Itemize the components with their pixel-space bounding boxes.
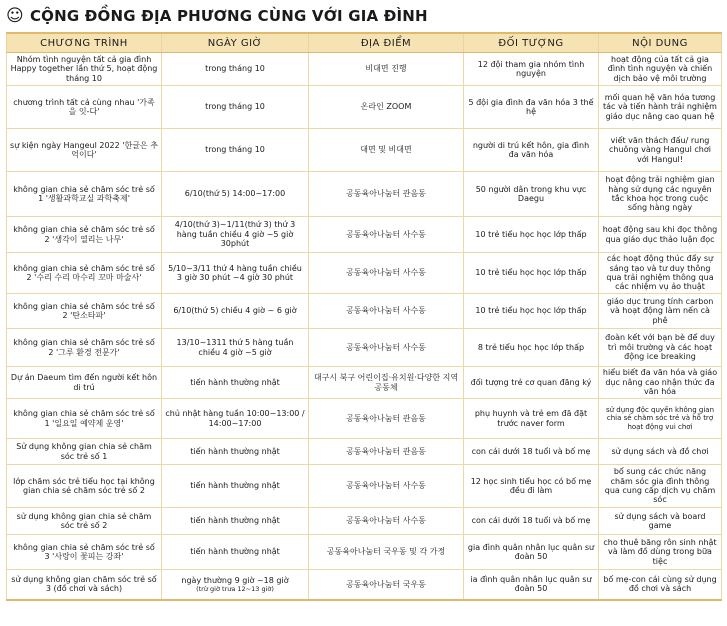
cell-program: không gian chia sẻ chăm sóc trẻ số 1 '일요일 예약제 운영' — [7, 399, 162, 439]
cell-content: bổ sung các chức năng chăm sóc gia đình thông qua cung cấp dịch vụ chăm sóc — [599, 465, 722, 508]
page-title — [6, 4, 428, 28]
table-header-row — [7, 33, 722, 53]
cell-date: 4/10(thứ 3)~1/11(thứ 3) thứ 3 hàng tuần chiều 4 giờ ~5 giờ 30phút — [162, 217, 309, 253]
cell-content: sử dụng độc quyền không gian chia sẻ chăm sóc trẻ và hỗ trợ hoạt động vui chơi — [599, 399, 722, 439]
table-row — [7, 294, 722, 329]
cell-place: 공동육아나눔터 국우동 — [309, 570, 464, 600]
cell-target: 10 trẻ tiểu học học lớp thấp — [464, 217, 599, 253]
cell-content: hoạt động sau khi đọc thông qua giáo dục thảo luận đọc — [599, 217, 722, 253]
cell-target: con cái dưới 18 tuổi và bố mẹ — [464, 439, 599, 465]
cell-content: bố mẹ-con cái cùng sử dụng đồ chơi và sách — [599, 570, 722, 600]
cell-program: không gian chia sẻ chăm sóc trẻ số 2 '탄소타파' — [7, 294, 162, 329]
cell-place: 대면 및 비대면 — [309, 129, 464, 172]
table-row — [7, 465, 722, 508]
cell-content: hoạt động trải nghiệm gian hàng sử dụng các nguyên tắc khoa học trong cuộc sống hàng ngày — [599, 172, 722, 217]
page-title-text: CỘNG ĐỒNG ĐỊA PHƯƠNG CÙNG VỚI GIA ĐÌNH — [29, 7, 428, 25]
cell-place: 공동육아나눔터 관음동 — [309, 172, 464, 217]
cell-place: 공동육아나눔터 사수동 — [309, 329, 464, 367]
table-row — [7, 535, 722, 570]
cell-place: 대구시 북구 어린이집·유치원·다양한 지역공동체 — [309, 367, 464, 399]
program-table — [6, 32, 722, 601]
cell-program: sử dụng không gian chia sẻ chăm sóc trẻ số 2 — [7, 508, 162, 535]
cell-content: sử dụng sách và đồ chơi — [599, 439, 722, 465]
cell-program: không gian chia sẻ chăm sóc trẻ số 1 '생활과학교실 과학축제' — [7, 172, 162, 217]
table-row — [7, 129, 722, 172]
cell-program: lớp chăm sóc trẻ tiểu học tại không gian chia sẻ chăm sóc trẻ số 2 — [7, 465, 162, 508]
header-date: NGÀY GIỜ — [162, 33, 309, 53]
cell-content: các hoạt động thúc đẩy sự sáng tạo và tư duy thông qua trải nghiệm thông qua các nhiệm vụ ảo thuật — [599, 253, 722, 294]
cell-program: sử dụng không gian chăm sóc trẻ số 3 (đồ chơi và sách) — [7, 570, 162, 600]
cell-target: 12 học sinh tiểu học có bố mẹ đều đi làm — [464, 465, 599, 508]
cell-date: trong tháng 10 — [162, 53, 309, 86]
cell-target: 10 trẻ tiểu học học lớp thấp — [464, 253, 599, 294]
cell-place: 공동육아나눔터 사수동 — [309, 294, 464, 329]
header-target: ĐỐI TƯỢNG — [464, 33, 599, 53]
cell-program: sự kiện ngày Hangeul 2022 '한글은 추억이다' — [7, 129, 162, 172]
cell-target: 50 người dân trong khu vực Daegu — [464, 172, 599, 217]
cell-place: 공동육아나눔터 국우동 및 각 가정 — [309, 535, 464, 570]
cell-content: cho thuê băng rôn sinh nhật và làm đồ dùng trong bữa tiệc — [599, 535, 722, 570]
cell-program: không gian chia sẻ chăm sóc trẻ số 3 '사랑이 꽃피는 강좌' — [7, 535, 162, 570]
cell-program: Dự án Daeum tìm đến người kết hôn di trú — [7, 367, 162, 399]
cell-place: 비대면 진행 — [309, 53, 464, 86]
cell-date: 13/10~1311 thứ 5 hàng tuần chiều 4 giờ ~5 giờ — [162, 329, 309, 367]
cell-date: chủ nhật hàng tuần 10:00~13:00 / 14:00~17:00 — [162, 399, 309, 439]
cell-content: giáo dục trung tính carbon và hoạt động làm nến cà phê — [599, 294, 722, 329]
header-program: CHƯƠNG TRÌNH — [7, 33, 162, 53]
cell-date: trong tháng 10 — [162, 129, 309, 172]
cell-target: 10 trẻ tiểu học học lớp thấp — [464, 294, 599, 329]
header-content: NỘI DUNG — [599, 33, 722, 53]
table-row — [7, 86, 722, 129]
cell-program: không gian chia sẻ chăm sóc trẻ số 2 '생각이 열리는 나무' — [7, 217, 162, 253]
cell-target: 12 đội tham gia nhóm tình nguyện — [464, 53, 599, 86]
cell-content: đoàn kết với bạn bè để duy trì môi trường và các hoạt động ice breaking — [599, 329, 722, 367]
cell-target: ia đình quân nhân lục quân sư đoàn 50 — [464, 570, 599, 600]
cell-target: con cái dưới 18 tuổi và bố mẹ — [464, 508, 599, 535]
cell-target: người di trú kết hôn, gia đình đa văn hóa — [464, 129, 599, 172]
table-row — [7, 367, 722, 399]
table-row — [7, 570, 722, 600]
cell-program: không gian chia sẻ chăm sóc trẻ số 2 '그루 환경 전문가' — [7, 329, 162, 367]
cell-target: đối tượng trẻ cơ quan đăng ký — [464, 367, 599, 399]
cell-date: tiến hành thường nhật — [162, 508, 309, 535]
cell-content: sử dụng sách và board game — [599, 508, 722, 535]
cell-date: tiến hành thường nhật — [162, 465, 309, 508]
cell-date: trong tháng 10 — [162, 86, 309, 129]
table-row — [7, 253, 722, 294]
cell-place: 공동육아나눔터 사수동 — [309, 253, 464, 294]
table-row — [7, 439, 722, 465]
cell-date: 5/10~3/11 thứ 4 hàng tuần chiều 3 giờ 30 phút ~4 giờ 30 phút — [162, 253, 309, 294]
cell-place: 공동육아나눔터 사수동 — [309, 217, 464, 253]
cell-target: phụ huynh và trẻ em đã đặt trước naver form — [464, 399, 599, 439]
cell-place: 공동육아나눔터 관음동 — [309, 399, 464, 439]
cell-place: 공동육아나눔터 사수동 — [309, 465, 464, 508]
cell-program: chương trình tất cả cùng nhau '가족을 잇-다' — [7, 86, 162, 129]
cell-content: mối quan hệ văn hóa tương tác và tiến hành trải nghiệm giáo dục nâng cao quan hệ — [599, 86, 722, 129]
cell-date-main: ngày thường 9 giờ ~18 giờ — [181, 575, 289, 585]
cell-place: 온라인 ZOOM — [309, 86, 464, 129]
smiley-icon: ☺ — [6, 6, 24, 26]
table-row — [7, 53, 722, 86]
cell-program: Sử dụng không gian chia sẻ chăm sóc trẻ số 1 — [7, 439, 162, 465]
cell-date: tiến hành thường nhật — [162, 535, 309, 570]
cell-program: không gian chia sẻ chăm sóc trẻ số 2 '수리 수리 마수리 꼬마 마술사' — [7, 253, 162, 294]
header-place: ĐỊA ĐIỂM — [309, 33, 464, 53]
cell-date — [162, 570, 309, 600]
table-row — [7, 508, 722, 535]
cell-content: viết văn thách đấu/ rung chuông vàng Hangul chơi với Hangul! — [599, 129, 722, 172]
cell-target: 8 trẻ tiểu học học lớp thấp — [464, 329, 599, 367]
cell-date: 6/10(thứ 5) 14:00~17:00 — [162, 172, 309, 217]
cell-program: Nhóm tình nguyện tất cả gia đình Happy together lần thứ 5, hoạt động tháng 10 — [7, 53, 162, 86]
cell-content: hiểu biết đa văn hóa và giáo dục nâng cao nhận thức đa văn hóa — [599, 367, 722, 399]
table-row — [7, 329, 722, 367]
cell-date: tiến hành thường nhật — [162, 439, 309, 465]
cell-target: gia đình quân nhân lục quân sư đoàn 50 — [464, 535, 599, 570]
cell-target: 5 đội gia đình đa văn hóa 3 thế hệ — [464, 86, 599, 129]
table-row — [7, 172, 722, 217]
cell-date: tiến hành thường nhật — [162, 367, 309, 399]
cell-date: 6/10(thứ 5) chiều 4 giờ ~ 6 giờ — [162, 294, 309, 329]
table-row — [7, 399, 722, 439]
cell-content: hoạt động của tất cả gia đình tình nguyện và chiến dịch bảo vệ môi trường — [599, 53, 722, 86]
cell-place: 공동육아나눔터 사수동 — [309, 508, 464, 535]
cell-date-note: (trừ giờ trưa 12~13 giờ) — [196, 584, 274, 593]
cell-place: 공동육아나눔터 관음동 — [309, 439, 464, 465]
table-row — [7, 217, 722, 253]
